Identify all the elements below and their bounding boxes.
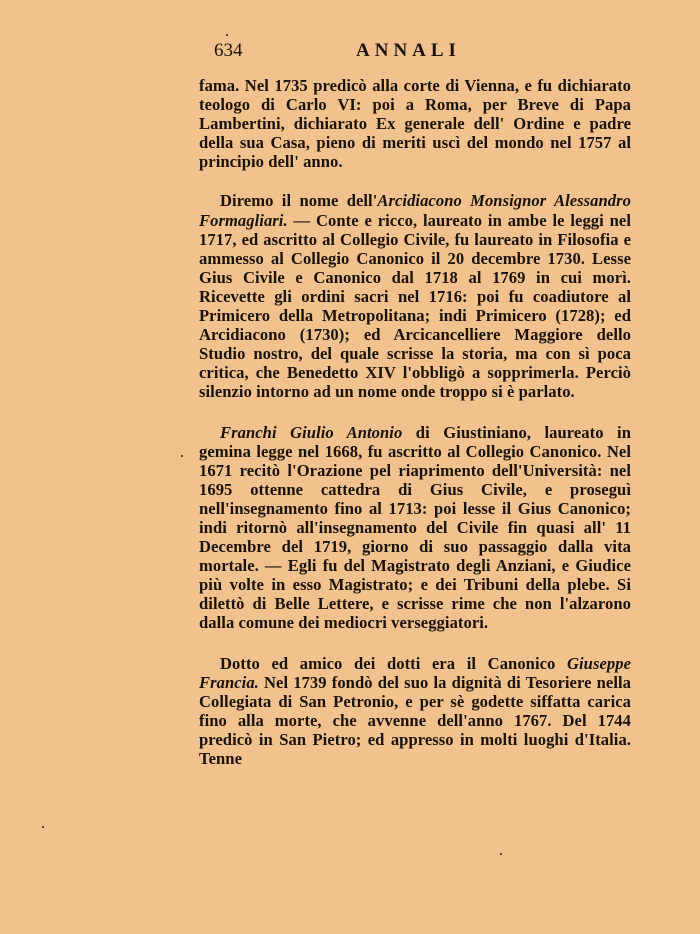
text-run: di Giustiniano, laureato in gemina legge nel 1668, fu ascritto al Collegio Canonico. Nel 1671 recitò l'Orazione pel riaprimento dell'Università: nel 1695 ottenne cattedra di Gius Civile, e proseguì nell'insegnamento fino al 1713: poi lesse il Gius Canonico; indi ritornò all'insegnamento del Civile fin quasi all' 11 Decembre del 1719, giorno di suo passaggio dalla vita mortale. — Egli fu del Magistrato degli Anziani, e Giudice più volte in esso Magistrato; e dei Tribuni della plebe. Si dilettò di Belle Lettere, e scrisse rime che non l'alzarono dalla comune dei mediocri verseggiatori. xyxy=(199,422,631,633)
paragraph xyxy=(199,423,631,633)
paper-speck xyxy=(500,853,502,855)
italic-name: Franchi Giulio Antonio xyxy=(220,422,403,442)
body-text xyxy=(199,76,631,768)
paragraph xyxy=(199,191,631,401)
italic-name: Giuseppe Francia. xyxy=(199,653,631,692)
paper-speck xyxy=(226,34,228,36)
paragraph xyxy=(199,76,631,171)
text-run: — Conte e ricco, laureato in ambe le leggi nel 1717, ed ascritto al Collegio Civile, fu laureato in Filosofia e ammesso al Collegio Canonico il 20 decembre 1730. Lesse Gius Civile e Canonico dal 1718 al 1769 in cui morì. Ricevette gli ordini sacri nel 1716: poi fu coadiutore al Primicero della Metropolitana; indi Primicero (1728); ed Arcidiacono (1730); ed Arcicancelliere Maggiore dello Studio nostro, del quale scrisse la storia, ma con sì poca critica, che Benedetto XIV l'obbligò a sopprimerla. Perciò silenzio intorno ad un nome onde troppo si è parlato. xyxy=(199,210,631,402)
paragraph xyxy=(199,654,631,769)
text-run: Dotto ed amico dei dotti era il Canonico xyxy=(220,653,567,673)
running-head: ANNALI xyxy=(356,40,461,61)
page-number: 634 xyxy=(214,40,243,61)
page-header xyxy=(214,40,634,66)
paper-speck xyxy=(181,455,183,457)
text-run: fama. Nel 1735 predicò alla corte di Vienna, e fu dichiarato teologo di Carlo VI: poi a Roma, per Breve di Papa Lambertini, dichiarato Ex generale dell' Ordine e padre della sua Casa, pieno di meriti uscì del mondo nel 1757 al principio dell' anno. xyxy=(199,76,631,172)
text-run: Nel 1739 fondò del suo la dignità di Tesoriere nella Collegiata di San Petronio, e per sè godette siffatta carica fino alla morte, che avvenne dell'anno 1767. Del 1744 predicò in San Pietro; ed appresso in molti luoghi d'Italia. Tenne xyxy=(199,672,631,768)
paper-speck xyxy=(42,826,44,828)
text-run: Diremo il nome dell' xyxy=(220,191,378,211)
italic-name: Arcidiacono Monsignor Alessandro Formagliari. xyxy=(199,191,631,230)
